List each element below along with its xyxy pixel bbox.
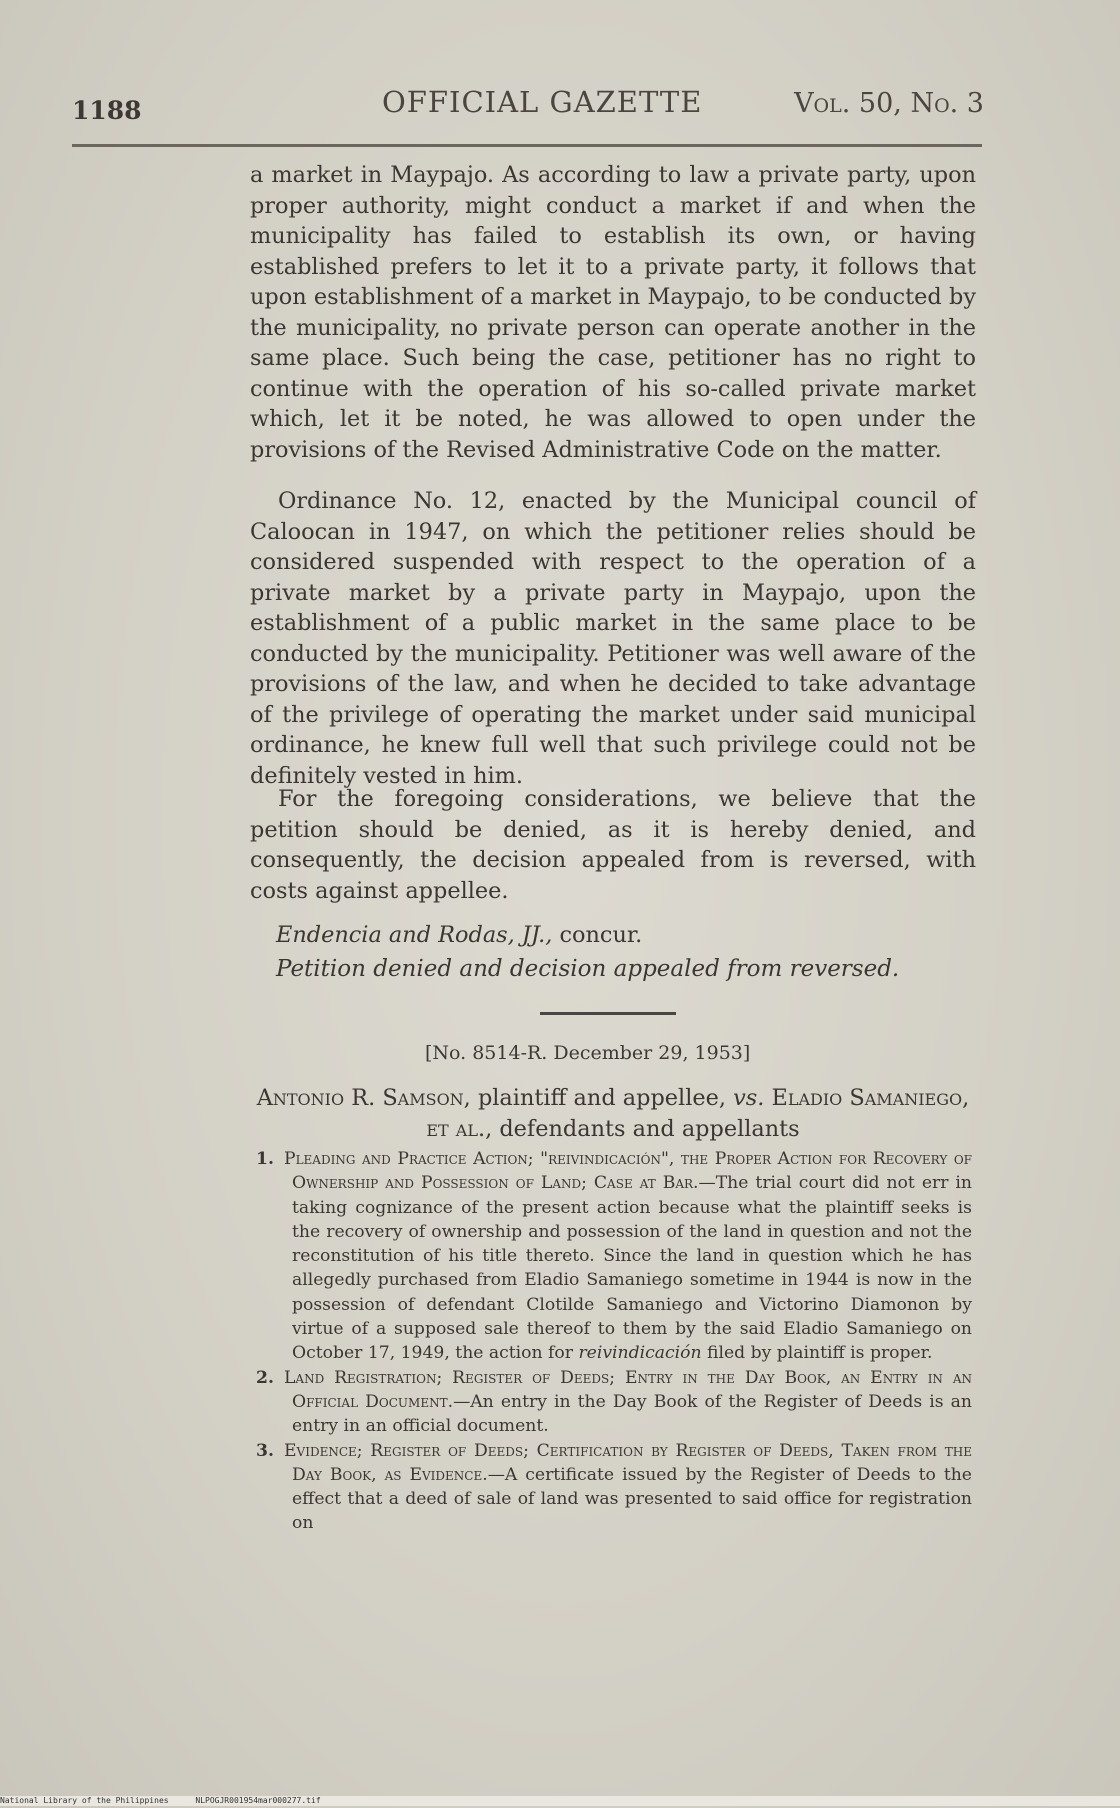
scan-footer <box>0 1796 1120 1806</box>
plaintiff-name: Antonio R. Samson, <box>256 1085 471 1111</box>
header-rule <box>72 144 982 147</box>
publication-title: OFFICIAL GAZETTE <box>382 85 703 119</box>
concurring-justices: Endencia and Rodas, JJ., <box>276 922 553 948</box>
syllabus-text: filed by plaintiff is proper. <box>707 1343 933 1364</box>
syllabus-text: —A certificate issued by the Register of Deeds to the effect that a deed of sale of land was presented to said office for registration on <box>292 1464 972 1534</box>
plaintiff-role: plaintiff and appellee, <box>477 1085 726 1111</box>
paragraph-text: For the foregoing considerations, we believe that the petition should be denied, as it is hereby denied, and consequently, the decision appealed from is reversed, with costs against appellee. <box>250 786 976 904</box>
case-number-date: [No. 8514-R. December 29, 1953] <box>425 1042 751 1064</box>
section-separator <box>540 1012 676 1015</box>
syllabus-heading: Pleading and Practice Action; "reivindicación", the Proper Action for Recovery of Ownership and Possession of Land; Case at Bar. <box>284 1149 972 1194</box>
library-name: National Library of the Philippines <box>0 1796 169 1805</box>
defendant-name: Eladio Samaniego, et al., <box>426 1085 970 1142</box>
syllabus-heading: Evidence; Register of Deeds; Certification by Register of Deeds, Taken from the Day Book, as Evidence. <box>284 1440 972 1485</box>
paragraph-text: Ordinance No. 12, enacted by the Municipal council of Caloocan in 1947, on which the petitioner relies should be considered suspended with respect to the operation of a private market by a private party in Maypajo, upon the establishment of a public market in the same place to be conducted by the municipality. Petitioner was well aware of the provisions of the law, and when he decided to take advantage of the privilege of operating the market under said municipal ordinance, he knew full well that such privilege could not be definitely vested in him. <box>250 488 976 789</box>
syllabus-item <box>256 1366 972 1439</box>
syllabus <box>256 1147 972 1536</box>
versus: vs. <box>733 1085 765 1111</box>
volume-issue: Vol. 50, No. 3 <box>794 88 984 119</box>
syllabus-number: 2. <box>256 1367 274 1388</box>
body-paragraph <box>250 160 976 465</box>
disposition: Petition denied and decision appealed from reversed. <box>276 956 900 982</box>
concurrence-line <box>276 922 642 948</box>
body-paragraph <box>250 784 976 906</box>
running-header <box>72 82 990 126</box>
syllabus-number: 3. <box>256 1440 274 1461</box>
paragraph-text: a market in Maypajo. As according to law a private party, upon proper authority, might conduct a market if and when the municipality has failed to establish its own, or having established prefers to let it to a private party, it follows that upon establishment of a market in Maypajo, to be conducted by the municipality, no private person can operate another in the same place. Such being the case, petitioner has no right to continue with the operation of his so-called private market which, let it be noted, he was allowed to open under the provisions of the Revised Administrative Code on the matter. <box>250 162 976 463</box>
syllabus-item <box>256 1439 972 1536</box>
file-id: NLPOGJR001954mar000277.tif <box>195 1796 321 1805</box>
syllabus-item <box>256 1147 972 1366</box>
body-paragraph <box>250 486 976 791</box>
case-parties <box>250 1083 976 1145</box>
defendant-role: defendants and appellants <box>499 1116 800 1142</box>
page-number: 1188 <box>72 96 142 125</box>
syllabus-heading: Land Registration; Register of Deeds; Entry in the Day Book, an Entry in an Official Document. <box>284 1367 972 1412</box>
syllabus-text: —The trial court did not err in taking cognizance of the present action because what the plaintiff seeks is the recovery of ownership and possession of the land in question and not the reconstitution of his title thereto. Since the land in question which he has allegedly purchased from Eladio Samaniego sometime in 1944 is now in the possession of defendant Clotilde Samaniego and Victorino Diamonon by virtue of a supposed sale thereof to them by the said Eladio Samaniego on October 17, 1949, the action for <box>292 1173 972 1364</box>
syllabus-number: 1. <box>256 1149 274 1169</box>
syllabus-text: —An entry in the Day Book of the Register of Deeds is an entry in an official document. <box>292 1391 972 1437</box>
syllabus-italic-term: reivindicación <box>578 1343 702 1364</box>
concur-word: concur. <box>559 922 643 948</box>
